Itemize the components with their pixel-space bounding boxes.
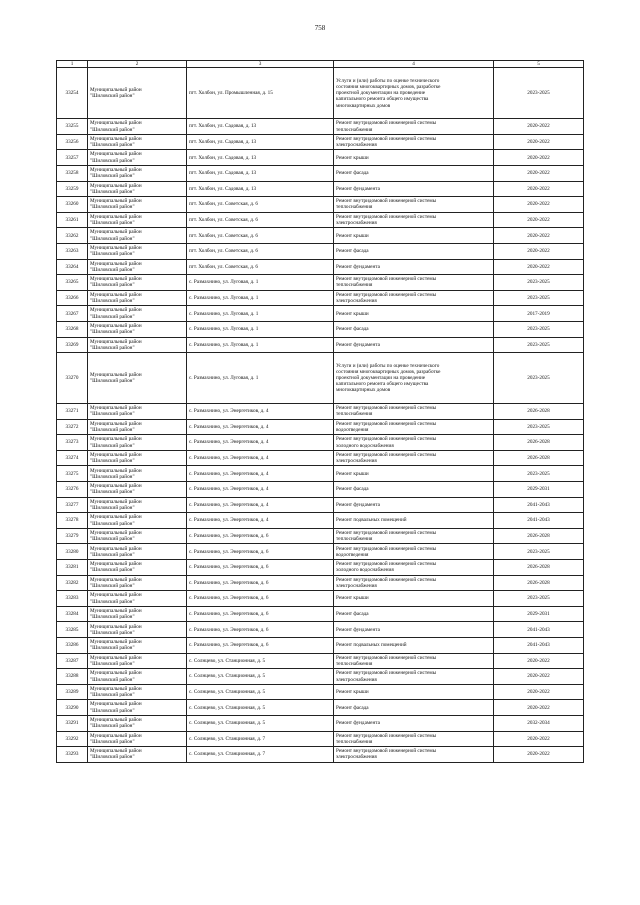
period-cell: 2041-2043 (494, 497, 584, 513)
table-row (57, 638, 584, 654)
period-cell: 2017-2019 (494, 306, 584, 322)
table-row (57, 306, 584, 322)
table-row (57, 482, 584, 498)
table-row (57, 591, 584, 607)
row-number: 33285 (57, 622, 88, 638)
table-row (57, 259, 584, 275)
municipality-cell: Муниципальный район "Шиловский район" (88, 575, 187, 591)
work-type-cell: Ремонт фундамента (334, 259, 494, 275)
period-cell: 2026-2028 (494, 404, 584, 420)
table-row (57, 181, 584, 197)
address-cell: с. Размахнино, ул. Энергетиков, д. 6 (187, 544, 334, 560)
header-row (57, 61, 584, 68)
table-row (57, 684, 584, 700)
period-cell: 2020-2022 (494, 134, 584, 150)
municipality-cell: Муниципальный район "Шиловский район" (88, 337, 187, 353)
address-cell: с. Размахнино, ул. Энергетиков, д. 4 (187, 404, 334, 420)
table-row (57, 528, 584, 544)
work-type-cell: Ремонт внутридомовой инженерной системы холодного водоснабжения (334, 435, 494, 451)
work-type-cell: Ремонт подвальных помещений (334, 638, 494, 654)
row-number: 33286 (57, 638, 88, 654)
work-type-cell: Ремонт крыши (334, 466, 494, 482)
address-cell: с. Солнцево, ул. Станционная, д. 7 (187, 731, 334, 747)
address-cell: пгт. Холбон, ул. Советская, д. 6 (187, 212, 334, 228)
address-cell: с. Размахнино, ул. Луговая, д. 1 (187, 306, 334, 322)
municipality-cell: Муниципальный район "Шиловский район" (88, 419, 187, 435)
row-number: 33291 (57, 715, 88, 731)
municipality-cell: Муниципальный район "Шиловский район" (88, 653, 187, 669)
municipality-cell: Муниципальный район "Шиловский район" (88, 513, 187, 529)
municipality-cell: Муниципальный район "Шиловский район" (88, 747, 187, 763)
municipality-cell: Муниципальный район "Шиловский район" (88, 497, 187, 513)
row-number: 33275 (57, 466, 88, 482)
work-type-cell: Ремонт фасада (334, 700, 494, 716)
row-number: 33289 (57, 684, 88, 700)
work-type-cell: Ремонт внутридомовой инженерной системы электроснабжения (334, 669, 494, 685)
table-header (57, 61, 584, 68)
address-cell: с. Размахнино, ул. Энергетиков, д. 6 (187, 560, 334, 576)
row-number: 33281 (57, 560, 88, 576)
period-cell: 2023-2025 (494, 275, 584, 291)
municipality-cell: Муниципальный район "Шиловский район" (88, 669, 187, 685)
municipality-cell: Муниципальный район "Шиловский район" (88, 700, 187, 716)
period-cell: 2026-2028 (494, 450, 584, 466)
municipality-cell: Муниципальный район "Шиловский район" (88, 622, 187, 638)
period-cell: 2020-2022 (494, 119, 584, 135)
address-cell: с. Солнцево, ул. Станционная, д. 5 (187, 669, 334, 685)
table-row (57, 290, 584, 306)
period-cell: 2020-2022 (494, 181, 584, 197)
table-row (57, 715, 584, 731)
table-row (57, 513, 584, 529)
municipality-cell: Муниципальный район "Шиловский район" (88, 119, 187, 135)
period-cell: 2023-2025 (494, 353, 584, 404)
table-row (57, 575, 584, 591)
municipality-cell: Муниципальный район "Шиловский район" (88, 435, 187, 451)
table-row (57, 419, 584, 435)
row-number: 33279 (57, 528, 88, 544)
address-cell: с. Размахнино, ул. Энергетиков, д. 4 (187, 497, 334, 513)
municipality-cell: Муниципальный район "Шиловский район" (88, 243, 187, 259)
address-cell: с. Размахнино, ул. Энергетиков, д. 6 (187, 528, 334, 544)
header-col-3: 3 (187, 61, 334, 68)
table-row (57, 622, 584, 638)
table-row (57, 228, 584, 244)
table-row (57, 669, 584, 685)
header-col-2: 2 (88, 61, 187, 68)
address-cell: пгт. Холбон, ул. Советская, д. 6 (187, 197, 334, 213)
municipality-cell: Муниципальный район "Шиловский район" (88, 212, 187, 228)
work-type-cell: Ремонт фундамента (334, 715, 494, 731)
table-row (57, 544, 584, 560)
table-row (57, 275, 584, 291)
row-number: 33265 (57, 275, 88, 291)
row-number: 33256 (57, 134, 88, 150)
work-type-cell: Ремонт фундамента (334, 337, 494, 353)
row-number: 33266 (57, 290, 88, 306)
address-cell: пгт. Холбон, ул. Садовая, д. 13 (187, 134, 334, 150)
row-number: 33283 (57, 591, 88, 607)
row-number: 33293 (57, 747, 88, 763)
row-number: 33292 (57, 731, 88, 747)
period-cell: 2023-2025 (494, 591, 584, 607)
municipality-cell: Муниципальный район "Шиловский район" (88, 591, 187, 607)
work-type-cell: Услуги и (или) работы по оценке технического состояния многоквартирных домов, разработке проектной документации на проведение капитального ремонта общего имущества многоквартирных домов (334, 68, 494, 119)
period-cell: 2026-2028 (494, 435, 584, 451)
row-number: 33255 (57, 119, 88, 135)
work-type-cell: Ремонт внутридомовой инженерной системы теплоснабжения (334, 119, 494, 135)
row-number: 33267 (57, 306, 88, 322)
work-type-cell: Ремонт фасада (334, 482, 494, 498)
municipality-cell: Муниципальный район "Шиловский район" (88, 181, 187, 197)
municipality-cell: Муниципальный район "Шиловский район" (88, 560, 187, 576)
municipality-cell: Муниципальный район "Шиловский район" (88, 275, 187, 291)
row-number: 33271 (57, 404, 88, 420)
row-number: 33272 (57, 419, 88, 435)
address-cell: с. Солнцево, ул. Станционная, д. 7 (187, 747, 334, 763)
period-cell: 2020-2022 (494, 700, 584, 716)
row-number: 33273 (57, 435, 88, 451)
address-cell: пгт. Холбон, ул. Садовая, д. 13 (187, 165, 334, 181)
address-cell: с. Размахнино, ул. Энергетиков, д. 4 (187, 419, 334, 435)
address-cell: с. Солнцево, ул. Станционная, д. 5 (187, 684, 334, 700)
table-row (57, 337, 584, 353)
period-cell: 2023-2025 (494, 419, 584, 435)
municipality-cell: Муниципальный район "Шиловский район" (88, 684, 187, 700)
period-cell: 2026-2028 (494, 560, 584, 576)
work-type-cell: Ремонт внутридомовой инженерной системы водоотведения (334, 419, 494, 435)
period-cell: 2020-2022 (494, 669, 584, 685)
table-row (57, 700, 584, 716)
table-row (57, 150, 584, 166)
work-type-cell: Услуги и (или) работы по оценке технического состояния многоквартирных домов, разработке проектной документации на проведение капитального ремонта общего имущества многоквартирных домов (334, 353, 494, 404)
period-cell: 2020-2022 (494, 212, 584, 228)
municipality-cell: Муниципальный район "Шиловский район" (88, 606, 187, 622)
header-col-4: 4 (334, 61, 494, 68)
address-cell: с. Размахнино, ул. Энергетиков, д. 6 (187, 638, 334, 654)
address-cell: с. Размахнино, ул. Энергетиков, д. 6 (187, 622, 334, 638)
table-row (57, 134, 584, 150)
address-cell: с. Размахнино, ул. Энергетиков, д. 6 (187, 575, 334, 591)
period-cell: 2026-2028 (494, 575, 584, 591)
municipality-cell: Муниципальный район "Шиловский район" (88, 228, 187, 244)
row-number: 33257 (57, 150, 88, 166)
municipality-cell: Муниципальный район "Шиловский район" (88, 528, 187, 544)
row-number: 33284 (57, 606, 88, 622)
work-type-cell: Ремонт фасада (334, 243, 494, 259)
municipality-cell: Муниципальный район "Шиловский район" (88, 197, 187, 213)
address-cell: с. Размахнино, ул. Луговая, д. 1 (187, 353, 334, 404)
table-row (57, 165, 584, 181)
address-cell: пгт. Холбон, ул. Садовая, д. 13 (187, 119, 334, 135)
period-cell: 2023-2025 (494, 466, 584, 482)
table-row (57, 212, 584, 228)
work-type-cell: Ремонт подвальных помещений (334, 513, 494, 529)
period-cell: 2023-2025 (494, 68, 584, 119)
address-cell: пгт. Холбон, ул. Промышленная, д. 15 (187, 68, 334, 119)
address-cell: пгт. Холбон, ул. Советская, д. 6 (187, 228, 334, 244)
address-cell: с. Солнцево, ул. Станционная, д. 5 (187, 715, 334, 731)
municipality-cell: Муниципальный район "Шиловский район" (88, 404, 187, 420)
table-row (57, 606, 584, 622)
table-row (57, 197, 584, 213)
work-type-cell: Ремонт фасада (334, 321, 494, 337)
work-type-cell: Ремонт внутридомовой инженерной системы водоотведения (334, 544, 494, 560)
period-cell: 2041-2043 (494, 513, 584, 529)
work-type-cell: Ремонт внутридомовой инженерной системы электроснабжения (334, 575, 494, 591)
period-cell: 2020-2022 (494, 228, 584, 244)
municipality-cell: Муниципальный район "Шиловский район" (88, 290, 187, 306)
header-col-5: 5 (494, 61, 584, 68)
period-cell: 2023-2025 (494, 544, 584, 560)
work-type-cell: Ремонт внутридомовой инженерной системы электроснабжения (334, 747, 494, 763)
period-cell: 2026-2028 (494, 528, 584, 544)
address-cell: пгт. Холбон, ул. Советская, д. 6 (187, 243, 334, 259)
period-cell: 2020-2022 (494, 653, 584, 669)
address-cell: с. Солнцево, ул. Станционная, д. 5 (187, 700, 334, 716)
row-number: 33280 (57, 544, 88, 560)
row-number: 33276 (57, 482, 88, 498)
municipality-cell: Муниципальный район "Шиловский район" (88, 150, 187, 166)
municipality-cell: Муниципальный район "Шиловский район" (88, 731, 187, 747)
period-cell: 2023-2025 (494, 321, 584, 337)
period-cell: 2020-2022 (494, 259, 584, 275)
municipality-cell: Муниципальный район "Шиловский район" (88, 68, 187, 119)
period-cell: 2020-2022 (494, 684, 584, 700)
address-cell: с. Размахнино, ул. Луговая, д. 1 (187, 275, 334, 291)
period-cell: 2020-2022 (494, 747, 584, 763)
address-cell: с. Размахнино, ул. Энергетиков, д. 4 (187, 435, 334, 451)
row-number: 33258 (57, 165, 88, 181)
work-type-cell: Ремонт внутридомовой инженерной системы теплоснабжения (334, 197, 494, 213)
address-cell: с. Размахнино, ул. Энергетиков, д. 4 (187, 466, 334, 482)
row-number: 33263 (57, 243, 88, 259)
address-cell: пгт. Холбон, ул. Садовая, д. 13 (187, 150, 334, 166)
table-row (57, 404, 584, 420)
municipality-cell: Муниципальный район "Шиловский район" (88, 259, 187, 275)
municipality-cell: Муниципальный район "Шиловский район" (88, 715, 187, 731)
table-row (57, 435, 584, 451)
capital-repair-table (56, 60, 584, 763)
address-cell: с. Размахнино, ул. Энергетиков, д. 4 (187, 450, 334, 466)
table-row (57, 560, 584, 576)
work-type-cell: Ремонт внутридомовой инженерной системы теплоснабжения (334, 653, 494, 669)
municipality-cell: Муниципальный район "Шиловский район" (88, 466, 187, 482)
row-number: 33259 (57, 181, 88, 197)
period-cell: 2023-2025 (494, 337, 584, 353)
table-row (57, 747, 584, 763)
row-number: 33254 (57, 68, 88, 119)
work-type-cell: Ремонт внутридомовой инженерной системы электроснабжения (334, 212, 494, 228)
table-row (57, 450, 584, 466)
address-cell: пгт. Холбон, ул. Садовая, д. 13 (187, 181, 334, 197)
period-cell: 2020-2022 (494, 243, 584, 259)
row-number: 33288 (57, 669, 88, 685)
row-number: 33290 (57, 700, 88, 716)
period-cell: 2020-2022 (494, 731, 584, 747)
page-number: 758 (314, 24, 326, 32)
address-cell: с. Размахнино, ул. Энергетиков, д. 6 (187, 591, 334, 607)
address-cell: с. Размахнино, ул. Энергетиков, д. 6 (187, 606, 334, 622)
address-cell: с. Размахнино, ул. Луговая, д. 1 (187, 290, 334, 306)
period-cell: 2020-2022 (494, 150, 584, 166)
row-number: 33278 (57, 513, 88, 529)
work-type-cell: Ремонт фундамента (334, 622, 494, 638)
municipality-cell: Муниципальный район "Шиловский район" (88, 544, 187, 560)
work-type-cell: Ремонт фундамента (334, 497, 494, 513)
municipality-cell: Муниципальный район "Шиловский район" (88, 450, 187, 466)
address-cell: с. Размахнино, ул. Луговая, д. 1 (187, 337, 334, 353)
work-type-cell: Ремонт крыши (334, 684, 494, 700)
row-number: 33261 (57, 212, 88, 228)
work-type-cell: Ремонт крыши (334, 591, 494, 607)
address-cell: с. Размахнино, ул. Луговая, д. 1 (187, 321, 334, 337)
row-number: 33268 (57, 321, 88, 337)
table-row (57, 353, 584, 404)
row-number: 33262 (57, 228, 88, 244)
work-type-cell: Ремонт крыши (334, 306, 494, 322)
municipality-cell: Муниципальный район "Шиловский район" (88, 321, 187, 337)
table-row (57, 466, 584, 482)
period-cell: 2032-2034 (494, 715, 584, 731)
row-number: 33287 (57, 653, 88, 669)
address-cell: с. Размахнино, ул. Энергетиков, д. 4 (187, 513, 334, 529)
municipality-cell: Муниципальный район "Шиловский район" (88, 134, 187, 150)
municipality-cell: Муниципальный район "Шиловский район" (88, 638, 187, 654)
work-type-cell: Ремонт внутридомовой инженерной системы теплоснабжения (334, 275, 494, 291)
table-row (57, 497, 584, 513)
work-type-cell: Ремонт внутридомовой инженерной системы теплоснабжения (334, 404, 494, 420)
row-number: 33260 (57, 197, 88, 213)
table-row (57, 243, 584, 259)
period-cell: 2041-2043 (494, 622, 584, 638)
period-cell: 2020-2022 (494, 165, 584, 181)
row-number: 33264 (57, 259, 88, 275)
row-number: 33270 (57, 353, 88, 404)
municipality-cell: Муниципальный район "Шиловский район" (88, 353, 187, 404)
row-number: 33269 (57, 337, 88, 353)
period-cell: 2041-2043 (494, 638, 584, 654)
row-number: 33282 (57, 575, 88, 591)
work-type-cell: Ремонт внутридомовой инженерной системы электроснабжения (334, 290, 494, 306)
header-col-1: 1 (57, 61, 88, 68)
municipality-cell: Муниципальный район "Шиловский район" (88, 165, 187, 181)
period-cell: 2020-2022 (494, 197, 584, 213)
table-row (57, 68, 584, 119)
work-type-cell: Ремонт крыши (334, 150, 494, 166)
work-type-cell: Ремонт внутридомовой инженерной системы теплоснабжения (334, 731, 494, 747)
address-cell: с. Размахнино, ул. Энергетиков, д. 4 (187, 482, 334, 498)
table-row (57, 653, 584, 669)
row-number: 33274 (57, 450, 88, 466)
work-type-cell: Ремонт фундамента (334, 181, 494, 197)
work-type-cell: Ремонт внутридомовой инженерной системы теплоснабжения (334, 528, 494, 544)
work-type-cell: Ремонт внутридомовой инженерной системы холодного водоснабжения (334, 560, 494, 576)
work-type-cell: Ремонт фасада (334, 606, 494, 622)
work-type-cell: Ремонт внутридомовой инженерной системы электроснабжения (334, 450, 494, 466)
table-body (57, 68, 584, 763)
address-cell: пгт. Холбон, ул. Советская, д. 6 (187, 259, 334, 275)
work-type-cell: Ремонт фасада (334, 165, 494, 181)
period-cell: 2023-2025 (494, 290, 584, 306)
row-number: 33277 (57, 497, 88, 513)
period-cell: 2029-2031 (494, 482, 584, 498)
table-row (57, 119, 584, 135)
work-type-cell: Ремонт крыши (334, 228, 494, 244)
address-cell: с. Солнцево, ул. Станционная, д. 5 (187, 653, 334, 669)
table-row (57, 731, 584, 747)
work-type-cell: Ремонт внутридомовой инженерной системы электроснабжения (334, 134, 494, 150)
period-cell: 2029-2031 (494, 606, 584, 622)
municipality-cell: Муниципальный район "Шиловский район" (88, 306, 187, 322)
municipality-cell: Муниципальный район "Шиловский район" (88, 482, 187, 498)
table-row (57, 321, 584, 337)
